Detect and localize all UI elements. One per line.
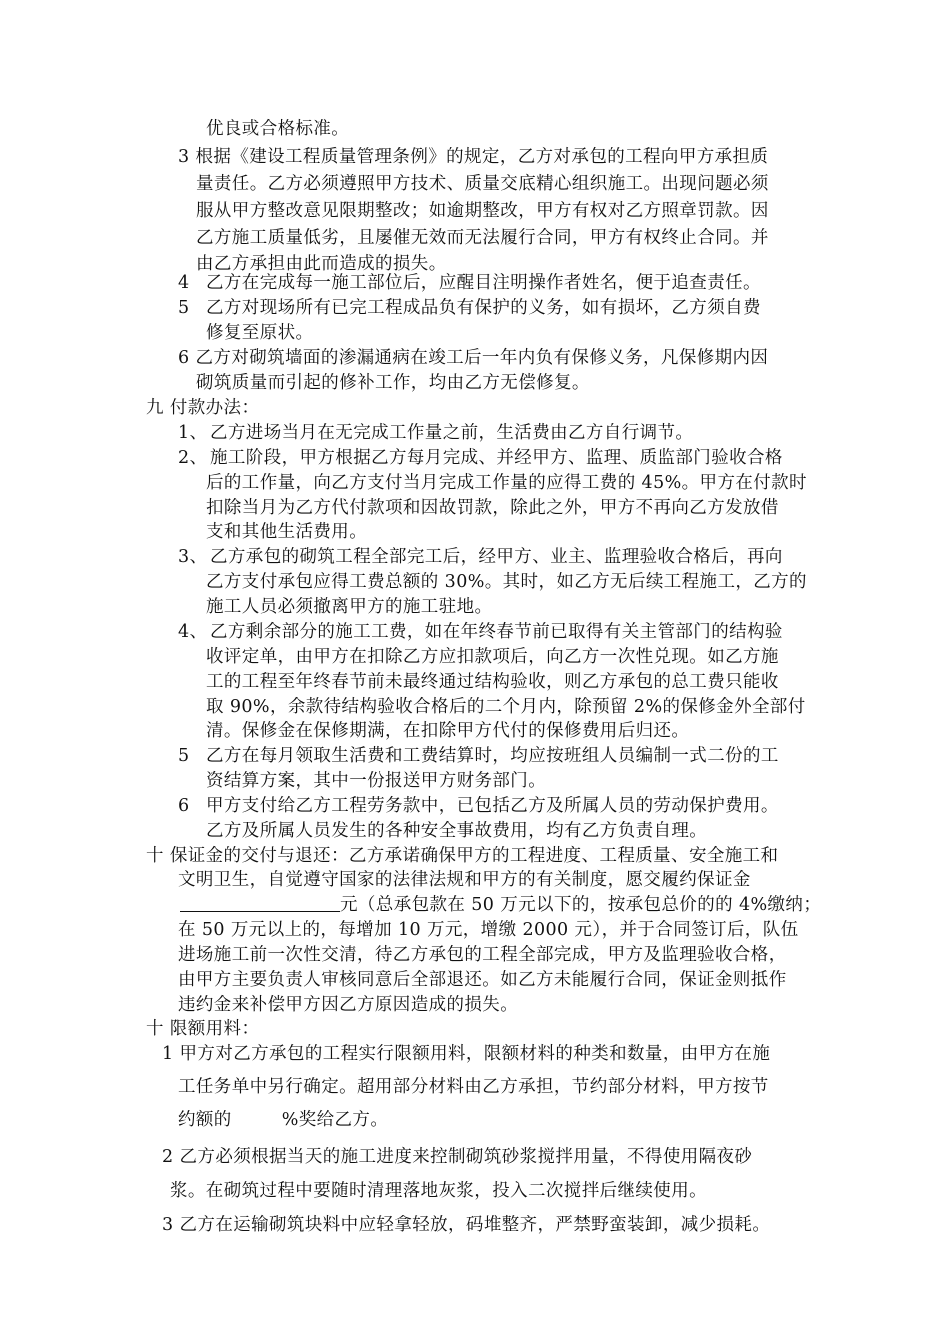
deposit-amount-blank[interactable] (180, 894, 340, 912)
s9-item4-line5: 清。保修金在保修期满，在扣除甲方代付的保修费用后归还。 (206, 721, 690, 741)
s11-item2-line1 (162, 1146, 752, 1168)
item-number: 3 (178, 147, 190, 167)
s11-item2-line2: 浆。在砌筑过程中要随时清理落地灰浆，投入二次搅拌后继续使用。 (170, 1181, 707, 1201)
item-text: 乙方承包的砌筑工程全部完工后，经甲方、业主、监理验收合格后，再向 (210, 547, 783, 567)
item-text: 乙方剩余部分的施工工费，如在年终春节前已取得有关主管部门的结构验 (210, 622, 783, 642)
s9-item2-line1 (178, 447, 783, 469)
s8-item5-line1 (178, 297, 761, 319)
s9-item2-line2: 后的工作量，向乙方支付当月完成工作量的应得工费的 45%。甲方在付款时 (206, 473, 807, 493)
s11-item1-line3-a: 约额的 (178, 1110, 232, 1130)
item-number: 3 (162, 1215, 174, 1235)
s9-item1-line1 (178, 422, 693, 444)
s8-item3-line5: 由乙方承担由此而造成的损失。 (196, 254, 447, 274)
item-text: 甲方对乙方承包的工程实行限额用料，限额材料的种类和数量，由甲方在施 (179, 1044, 771, 1064)
s8-item4-line1 (178, 272, 761, 294)
item-number: 1、 (178, 423, 208, 443)
item-number: 2 (162, 1147, 174, 1167)
s10-line1: 十 保证金的交付与退还：乙方承诺确保甲方的工程进度、工程质量、安全施工和 (146, 846, 779, 866)
item-number: 3、 (178, 547, 208, 567)
s8-item3-line1 (178, 146, 768, 168)
s9-item6-line1 (178, 795, 779, 817)
s9-item4-line1 (178, 621, 783, 643)
s9-item5-line1 (178, 745, 779, 767)
item-text: 甲方支付给乙方工程劳务款中，已包括乙方及所属人员的劳动保护费用。 (206, 796, 779, 816)
s8-item3-line4: 乙方施工质量低劣，且屡催无效而无法履行合同，甲方有权终止合同。并 (196, 228, 769, 248)
item-number: 4、 (178, 622, 208, 642)
s9-item2-line3: 扣除当月为乙方代付款项和因故罚款，除此之外，甲方不再向乙方发放借 (206, 498, 779, 518)
s11-item1-line3 (178, 1109, 388, 1131)
item-text: 施工阶段，甲方根据乙方每月完成、并经甲方、监理、质监部门验收合格 (210, 448, 783, 468)
s8-item6-line2: 砌筑质量而引起的修补工作，均由乙方无偿修复。 (196, 373, 590, 393)
item-text: 乙方进场当月在无完成工作量之前，生活费由乙方自行调节。 (210, 423, 694, 443)
item-text: 根据《建设工程质量管理条例》的规定，乙方对承包的工程向甲方承担质 (195, 147, 769, 167)
s9-item4-line3: 工的工程至年终春节前未最终通过结构验收，则乙方承包的总工费只能收 (206, 672, 779, 692)
s10-line3-text: 元（总承包款在 50 万元以下的，按承包总价的的 4%缴纳； (340, 895, 822, 915)
s9-heading: 九 付款办法： (146, 398, 260, 418)
s9-item5-line2: 资结算方案，其中一份报送甲方财务部门。 (206, 771, 547, 791)
s8-item3-line3: 服从甲方整改意见限期整改；如逾期整改，甲方有权对乙方照章罚款。因 (196, 201, 769, 221)
item-number: 4 (178, 273, 190, 293)
s8-item6-line1 (178, 347, 768, 369)
s9-item3-line3: 施工人员必须撤离甲方的施工驻地。 (206, 597, 493, 617)
s11-item1-line2: 工任务单中另行确定。超用部分材料由乙方承担，节约部分材料，甲方按节 (178, 1077, 769, 1097)
s11-item1-line3-b: %奖给乙方。 (281, 1110, 389, 1130)
s10-line6: 由甲方主要负责人审核同意后全部退还。如乙方未能履行合同，保证金则抵作 (178, 970, 787, 990)
s8-item3-line2: 量责任。乙方必须遵照甲方技术、质量交底精心组织施工。出现问题必须 (196, 174, 769, 194)
item-text: 乙方在运输砌筑块料中应轻拿轻放，码堆整齐，严禁野蛮装卸，减少损耗。 (179, 1215, 771, 1235)
s8-tail: 优良或合格标准。 (206, 119, 350, 139)
s9-item4-line4: 取 90%，余款待结构验收合格后的二个月内，除预留 2%的保修金外全部付 (206, 697, 806, 717)
item-number: 6 (178, 348, 190, 368)
item-number: 5 (178, 746, 190, 766)
item-number: 5 (178, 298, 190, 318)
item-text: 乙方必须根据当天的施工进度来控制砌筑砂浆搅拌用量，不得使用隔夜砂 (179, 1147, 753, 1167)
s10-line2: 文明卫生，自觉遵守国家的法律法规和甲方的有关制度，愿交履约保证金 (178, 870, 751, 890)
s10-line5: 进场施工前一次性交清，待乙方承包的工程全部完成，甲方及监理验收合格， (178, 945, 787, 965)
s9-item6-line2: 乙方及所属人员发生的各种安全事故费用，均有乙方负责自理。 (206, 821, 708, 841)
s11-heading: 十 限额用料： (146, 1019, 260, 1039)
item-text: 乙方对砌筑墙面的渗漏通病在竣工后一年内负有保修义务，凡保修期内因 (195, 348, 769, 368)
s9-item4-line2: 收评定单，由甲方在扣除乙方应扣款项后，向乙方一次性兑现。如乙方施 (206, 647, 779, 667)
s11-item1-line1 (162, 1043, 770, 1065)
item-text: 乙方在完成每一施工部位后，应醒目注明操作者姓名，便于追查责任。 (206, 273, 761, 293)
s8-item5-line2: 修复至原状。 (206, 323, 314, 343)
s10-line3 (180, 894, 821, 916)
item-number: 1 (162, 1044, 174, 1064)
s9-item2-line4: 支和其他生活费用。 (206, 522, 368, 542)
s11-item3-line1 (162, 1214, 770, 1236)
s9-item3-line1 (178, 546, 783, 568)
item-text: 乙方对现场所有已完工程成品负有保护的义务，如有损坏，乙方须自费 (206, 298, 761, 318)
item-number: 6 (178, 796, 190, 816)
s10-line4: 在 50 万元以上的，每增加 10 万元，增缴 2000 元），并于合同签订后，队伍 (178, 920, 799, 940)
item-number: 2、 (178, 448, 208, 468)
s10-line7: 违约金来补偿甲方因乙方原因造成的损失。 (178, 995, 519, 1015)
item-text: 乙方在每月领取生活费和工费结算时，均应按班组人员编制一式二份的工 (206, 746, 779, 766)
s9-item3-line2: 乙方支付承包应得工费总额的 30%。其时，如乙方无后续工程施工，乙方的 (206, 572, 807, 592)
